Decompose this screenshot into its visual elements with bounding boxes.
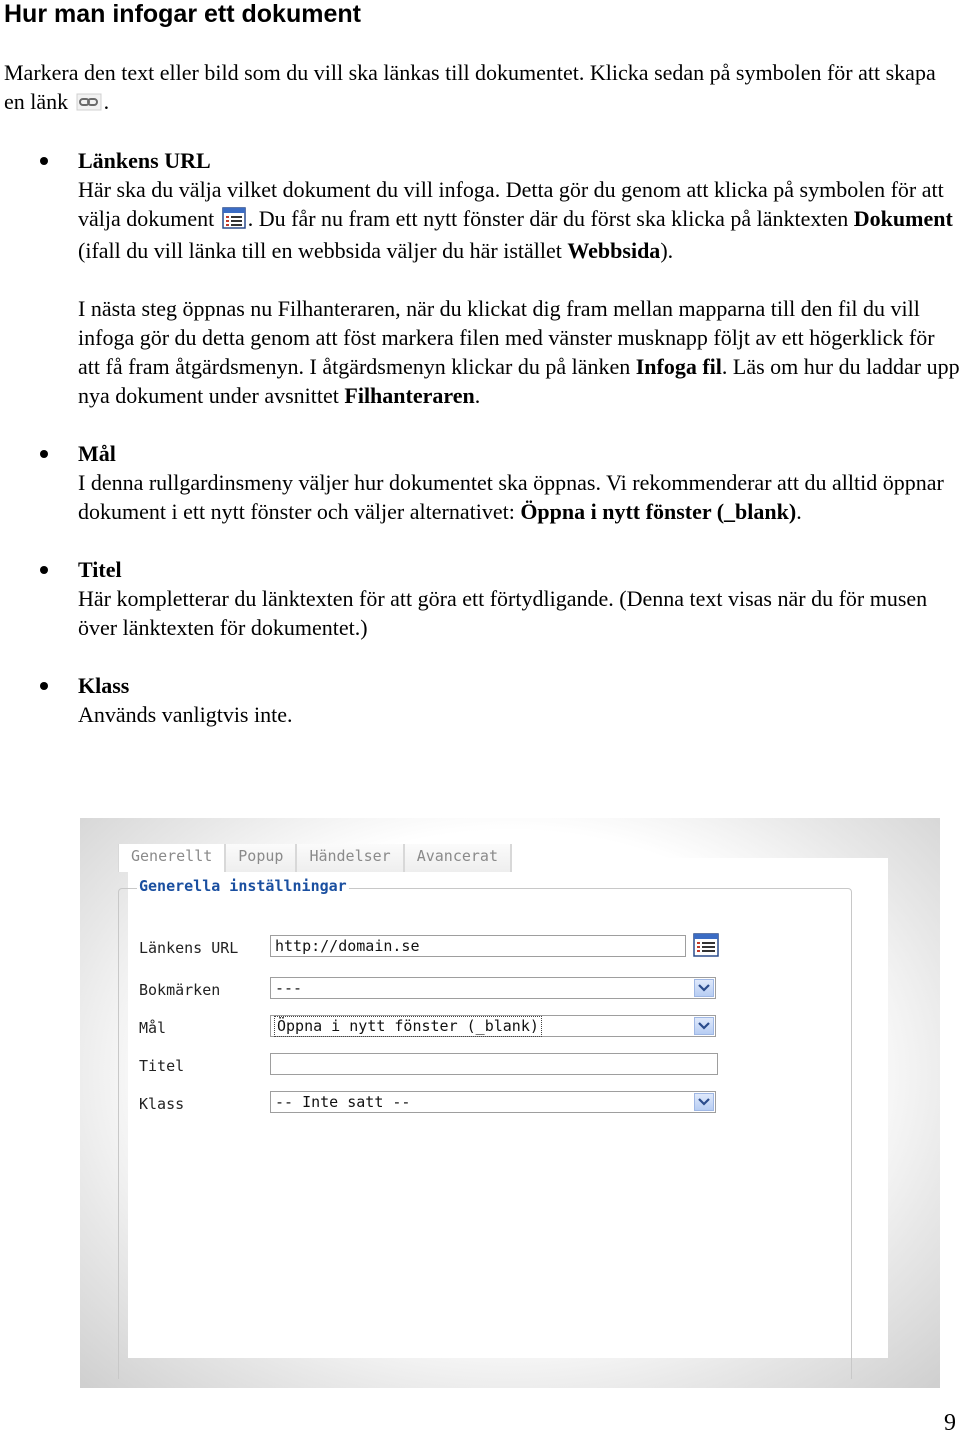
page-title: Hur man infogar ett dokument [4,0,361,28]
link-dialog [128,847,888,1358]
browse-document-button[interactable] [693,933,719,962]
bold-text: Dokument [853,206,953,231]
item-title: Klass [78,673,130,698]
bold-text: Öppna i nytt fönster (_blank) [520,499,797,524]
text: (ifall du vill länka till en webbsida väljer du här istället [78,238,568,263]
chevron-down-icon[interactable] [694,1017,714,1035]
text: . Du får nu fram ett nytt fönster där du först ska klicka på länktexten [247,206,854,231]
instruction-list [0,146,960,758]
page-number: 9 [944,1410,956,1436]
target-select[interactable] [270,1015,716,1037]
fieldset-legend: Generella inställningar [139,877,347,895]
title-label: Titel [139,1057,185,1075]
item-title: Titel [78,557,122,582]
bold-text: Infoga fil [635,354,722,379]
chevron-down-icon[interactable] [694,979,714,997]
intro-paragraph [4,58,944,119]
chevron-down-icon[interactable] [694,1093,714,1111]
text: Här ska du välja vilket dokument du vill infoga. Detta gör du genom att klicka på symbolen för att välja dokument [78,177,944,231]
url-row [119,935,839,961]
tab-general[interactable]: Generellt [118,844,226,872]
list-item-title [0,555,960,642]
bold-text: Filhanteraren [344,383,475,408]
general-settings-fieldset [118,877,852,1379]
item-paragraph [78,175,960,265]
text: I denna rullgardinsmeny väljer hur dokumentet ska öppnas. Vi rekommenderar att du alltid öppnar dokument i ett nytt fönster och väljer alternativet: [78,470,944,524]
intro-text-end: . [103,89,110,114]
url-input[interactable]: http://domain.se [270,935,686,957]
list-item-target [0,439,960,526]
text: ). [660,238,674,263]
intro-text: Markera den text eller bild som du vill ska länkas till dokumentet. Klicka sedan på symbolen för att skapa en länk [4,60,936,114]
text: . [474,383,481,408]
bookmarks-label: Bokmärken [139,981,221,999]
link-icon [76,90,102,119]
item-paragraph [78,468,960,526]
bold-text: Webbsida [567,238,661,263]
tab-popup[interactable]: Popup [226,844,297,872]
item-paragraph: Används vanligtvis inte. [78,702,293,727]
item-paragraph: Här kompletterar du länktexten för att göra ett förtydligande. (Denna text visas när du för musen över länktexten för dokumentet.) [78,586,928,640]
dialog-screenshot [80,818,940,1388]
class-value: -- Inte satt -- [275,1093,411,1111]
item-title: Länkens URL [78,148,211,173]
bookmarks-select[interactable] [270,977,716,999]
url-label: Länkens URL [139,939,239,957]
target-row [119,1015,839,1041]
title-input[interactable] [270,1053,718,1075]
tab-events[interactable]: Händelser [297,844,404,872]
bullet [40,157,48,165]
bullet [40,450,48,458]
tab-bar [118,844,512,872]
list-item-class [0,671,960,729]
item-title: Mål [78,441,116,466]
list-item-url [0,146,960,410]
bullet [40,566,48,574]
document-picker-icon [222,207,246,236]
target-label: Mål [139,1019,167,1037]
item-paragraph [78,294,960,410]
text: I nästa steg öppnas nu Filhanteraren, när du klickat dig fram mellan mapparna till den fil du vill infoga gör du detta genom att föst markera filen med vänster musknapp följt av ett högerklick för att få fram åtgärdsmenyn. I åtgärdsmenyn klickar du på länken [78,296,935,379]
text: . Läs om hur du laddar upp nya dokument under avsnittet [78,354,960,408]
class-select[interactable] [270,1091,716,1113]
text: . [796,499,802,524]
bullet [40,682,48,690]
bookmarks-row [119,977,839,1003]
class-label: Klass [139,1095,185,1113]
title-row [119,1053,839,1079]
bookmarks-value: --- [275,979,303,997]
target-value: Öppna i nytt fönster (_blank) [277,1017,539,1035]
tab-advanced[interactable]: Avancerat [405,844,512,872]
class-row [119,1091,839,1117]
